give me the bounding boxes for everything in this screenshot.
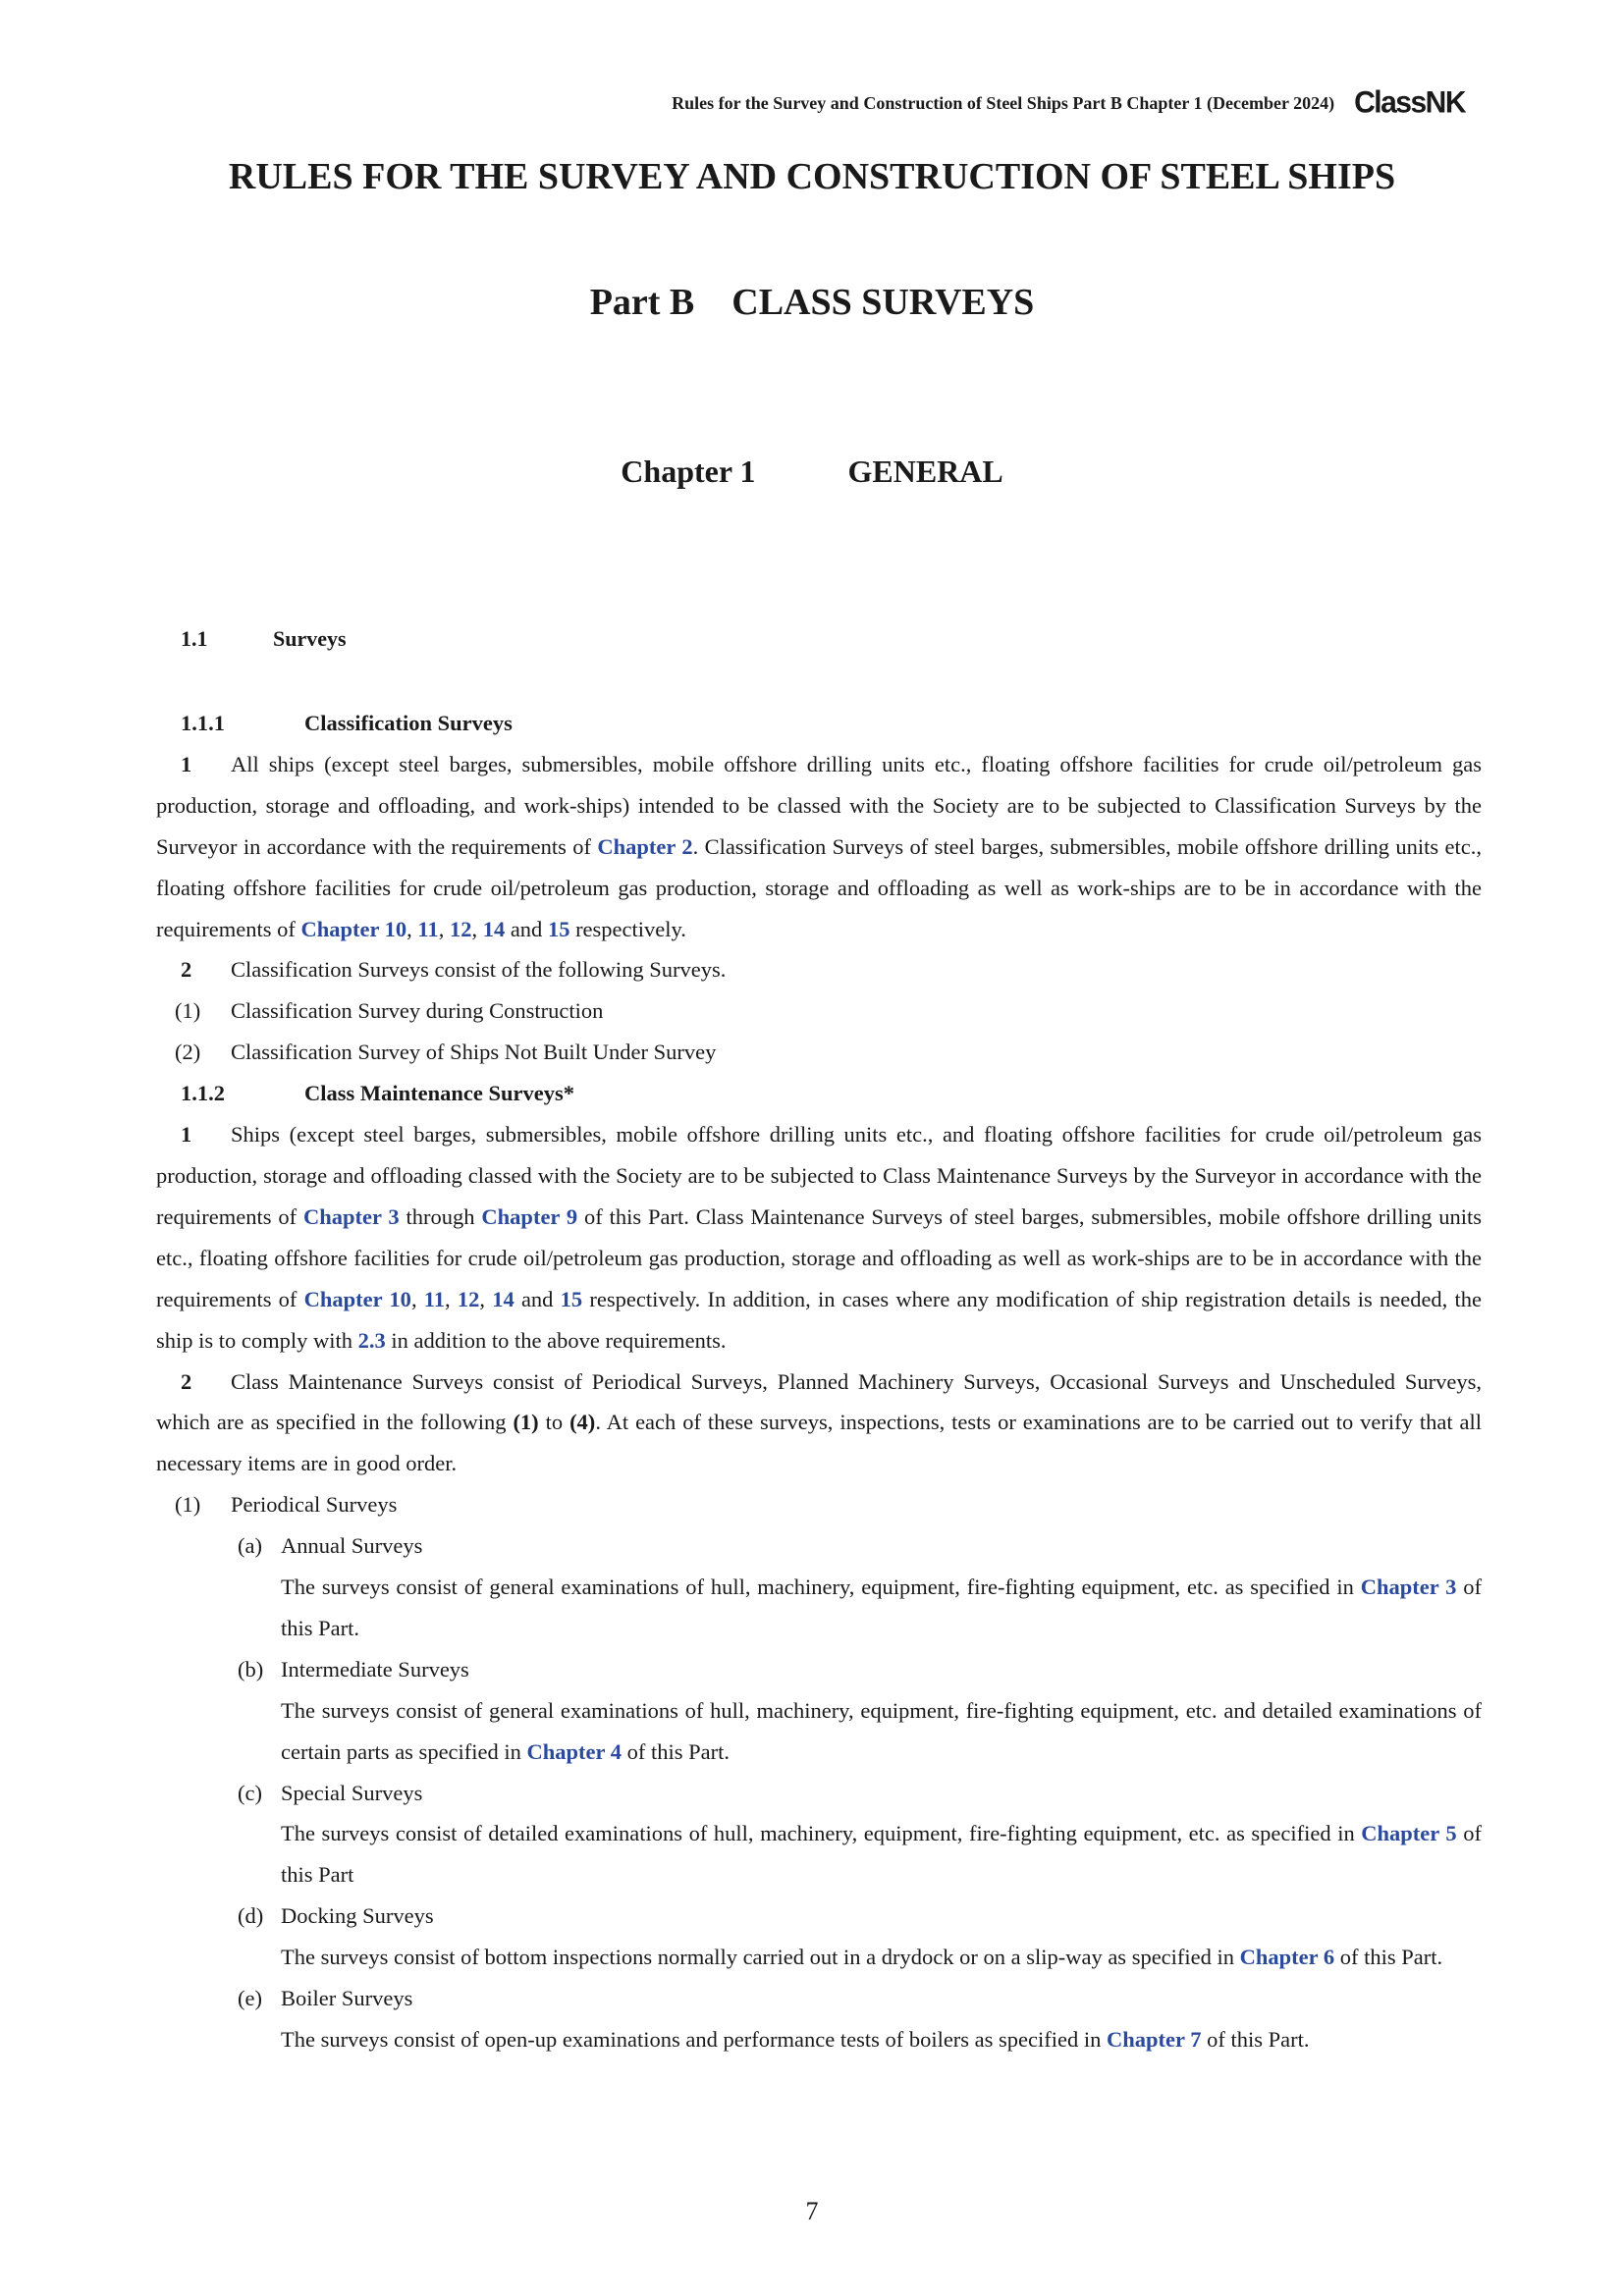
- chapter-link[interactable]: Chapter 7: [1107, 2027, 1202, 2052]
- chapter-link[interactable]: Chapter 6: [1239, 1945, 1335, 1970]
- sub-item-annual-surveys: [156, 1525, 1482, 1649]
- chapter-link[interactable]: 12: [457, 1286, 480, 1311]
- text-run: The surveys consist of bottom inspections normally carried out in a drydock or on a slip-way as specified in: [281, 1945, 1240, 1970]
- chapter-link[interactable]: 15: [560, 1286, 583, 1311]
- sub-item-title: Special Surveys: [281, 1780, 423, 1805]
- text-run: The surveys consist of general examinations of hull, machinery, equipment, fire-fighting equipment, etc. and detailed examinations of certain parts as specified in: [281, 1697, 1482, 1764]
- text-run: All ships (except steel barges, submersibles, mobile offshore drilling units etc., floating offshore facilities for crude oil/petroleum gas production, storage and offloading, and work-ships) intended to be classed with the Society are to be subjected to Classification Surveys by the Surveyor in accordance with the requirements of: [156, 751, 1482, 859]
- item-reference: (1): [513, 1410, 539, 1435]
- sub-item-boiler-surveys: [156, 1978, 1482, 2060]
- chapter-label: Chapter 1: [621, 454, 756, 489]
- section-number: 1.1: [181, 626, 208, 651]
- chapter-link[interactable]: 14: [482, 916, 506, 941]
- classnk-logo: ClassNK: [1354, 85, 1465, 120]
- subsection-number: 1.1.1: [181, 711, 225, 735]
- text-run: of this Part.: [281, 1575, 1482, 1640]
- text-run: of this Part.: [622, 1738, 730, 1764]
- chapter-link[interactable]: Chapter 2: [597, 833, 693, 859]
- text-run: to: [538, 1410, 570, 1435]
- subsection-title: Classification Surveys: [304, 711, 513, 735]
- sub-item-intermediate-surveys: [156, 1649, 1482, 1773]
- text-run: The surveys consist of general examinations of hull, machinery, equipment, fire-fighting equipment, etc. as specified in: [281, 1575, 1361, 1600]
- paragraph-number: 1: [181, 751, 192, 776]
- paragraph-1-1-1-2: [156, 949, 1482, 990]
- text-run: The surveys consist of open-up examinations and performance tests of boilers as specified in: [281, 2027, 1108, 2052]
- subsection-number: 1.1.2: [181, 1081, 225, 1106]
- paragraph-1-1-1-1: [156, 744, 1482, 950]
- section-link[interactable]: 2.3: [357, 1327, 386, 1353]
- sub-item-docking-surveys: [156, 1896, 1482, 1978]
- sub-item-description: [156, 1690, 1482, 1773]
- paragraph-number: 2: [181, 1368, 192, 1394]
- chapter-link[interactable]: 11: [423, 1286, 446, 1311]
- chapter-link[interactable]: Chapter 10: [300, 916, 407, 941]
- text-run: ,: [410, 1286, 424, 1311]
- subsection-heading-1-1-2: [156, 1073, 1482, 1114]
- chapter-link[interactable]: Chapter 3: [1360, 1575, 1457, 1600]
- sub-item-title: Intermediate Surveys: [281, 1656, 469, 1682]
- page-number: 7: [805, 2197, 819, 2225]
- sub-item-description: [156, 1813, 1482, 1896]
- list-item-label: (1): [175, 1492, 201, 1518]
- running-header: [672, 86, 1465, 120]
- chapter-link[interactable]: 11: [417, 916, 439, 941]
- text-run: . At each of these surveys, inspections, tests or examinations are to be carried out to verify that all necessary items are in good order.: [156, 1410, 1482, 1476]
- list-item-text: Classification Survey of Ships Not Built Under Survey: [231, 1040, 717, 1065]
- text-run: in addition to the above requirements.: [385, 1327, 727, 1353]
- chapter-link[interactable]: 12: [449, 916, 472, 941]
- paragraph-1-1-2-1: [156, 1114, 1482, 1361]
- chapter-name: GENERAL: [847, 454, 1003, 489]
- chapter-link[interactable]: Chapter 9: [481, 1203, 578, 1229]
- paragraph-number: 1: [181, 1122, 192, 1148]
- part-title: [0, 281, 1624, 324]
- section-title: Surveys: [273, 626, 347, 651]
- chapter-link[interactable]: Chapter 3: [302, 1203, 400, 1229]
- chapter-link[interactable]: Chapter 5: [1361, 1821, 1457, 1846]
- text-run: Classification Surveys consist of the following Surveys.: [231, 957, 727, 983]
- text-run: of this Part: [281, 1821, 1483, 1888]
- text-run: of this Part. Class Maintenance Surveys of steel barges, submersibles, mobile offshore drilling units etc., floating offshore facilities for crude oil/petroleum gas production, storage and offloading as well as work-ships are to be in accordance with the requirements of: [156, 1203, 1483, 1311]
- sub-item-label: (c): [238, 1780, 262, 1805]
- text-run: and: [514, 1286, 561, 1311]
- chapter-link[interactable]: 15: [547, 916, 570, 941]
- text-run: ,: [471, 916, 483, 941]
- part-label: Part B: [589, 282, 695, 323]
- chapter-link[interactable]: Chapter 10: [303, 1286, 411, 1311]
- text-run: Class Maintenance Surveys consist of Periodical Surveys, Planned Machinery Surveys, Occasional Surveys and Unscheduled Surveys, which are as specified in the following: [156, 1368, 1482, 1435]
- body-text: [156, 703, 1482, 2060]
- chapter-link[interactable]: 14: [492, 1286, 514, 1311]
- running-title: Rules for the Survey and Construction of Steel Ships Part B Chapter 1 (December 2024): [672, 92, 1335, 113]
- list-item-text: Classification Survey during Construction: [231, 998, 604, 1024]
- list-item: [156, 1032, 1482, 1073]
- sub-item-label: (e): [238, 1986, 262, 2011]
- sub-item-description: [156, 2019, 1482, 2060]
- sub-item-description: [156, 1937, 1482, 1978]
- sub-item-label: (a): [238, 1533, 262, 1559]
- text-run: of this Part.: [1334, 1945, 1443, 1970]
- sub-item-special-surveys: [156, 1773, 1482, 1896]
- text-run: through: [399, 1203, 482, 1229]
- sub-item-title: Boiler Surveys: [281, 1986, 413, 2011]
- paragraph-number: 2: [181, 957, 192, 983]
- subsection-title: Class Maintenance Surveys*: [304, 1081, 574, 1106]
- list-item-text: Periodical Surveys: [231, 1492, 398, 1518]
- subsection-heading-1-1-1: [156, 703, 1482, 744]
- text-run: and: [505, 916, 548, 941]
- paragraph-1-1-2-2: [156, 1362, 1482, 1485]
- sub-item-title: Annual Surveys: [281, 1533, 423, 1559]
- text-run: ,: [406, 916, 418, 941]
- sub-item-label: (b): [238, 1656, 264, 1682]
- part-name: CLASS SURVEYS: [731, 282, 1035, 323]
- sub-item-title: Docking Surveys: [281, 1903, 434, 1929]
- text-run: of this Part.: [1201, 2027, 1310, 2052]
- item-reference: (4): [569, 1410, 596, 1435]
- text-run: respectively. In addition, in cases where any modification of ship registration details is needed, the ship is to comply with: [156, 1286, 1483, 1353]
- document-title: RULES FOR THE SURVEY AND CONSTRUCTION OF STEEL SHIPS: [228, 156, 1396, 197]
- sub-item-label: (d): [238, 1903, 264, 1929]
- list-item-periodical-surveys: [156, 1484, 1482, 1525]
- text-run: respectively.: [569, 916, 686, 941]
- text-run: The surveys consist of detailed examinations of hull, machinery, equipment, fire-fighting equipment, etc. as specified in: [281, 1821, 1362, 1846]
- chapter-link[interactable]: Chapter 4: [526, 1738, 622, 1764]
- sub-item-description: [156, 1567, 1482, 1649]
- list-item-label: (1): [175, 998, 201, 1024]
- section-heading: [181, 626, 347, 652]
- text-run: ,: [479, 1286, 493, 1311]
- text-run: . Classification Surveys of steel barges, submersibles, mobile offshore drilling units etc., floating offshore facilities for crude oil/petroleum gas production, storage and offloading as well as work-ships are to be in accordance with the requirements of: [156, 833, 1482, 941]
- text-run: Ships (except steel barges, submersibles, mobile offshore drilling units etc., and floating offshore facilities for crude oil/petroleum gas production, storage and offloading classed with the Society are to be subjected to Class Maintenance Surveys by the Surveyor in accordance with the requirements of: [156, 1122, 1482, 1229]
- list-item-label: (2): [175, 1040, 201, 1065]
- list-item: [156, 990, 1482, 1032]
- text-run: ,: [438, 916, 450, 941]
- text-run: ,: [445, 1286, 458, 1311]
- chapter-title: [0, 454, 1624, 490]
